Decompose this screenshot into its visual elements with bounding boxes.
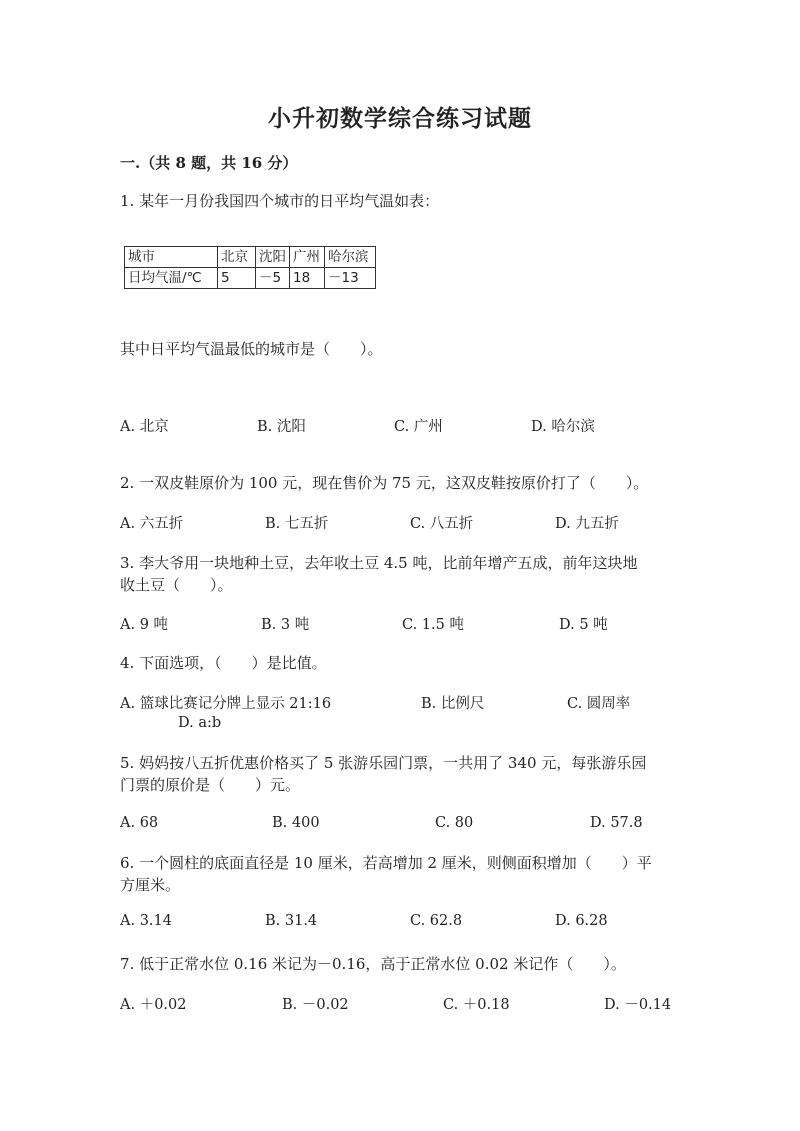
table-cell: 城市	[125, 247, 218, 268]
question-5-line-1: 5. 妈妈按八五折优惠价格买了 5 张游乐园门票，一共用了 340 元，每张游乐园	[120, 754, 647, 772]
q1-option-c: C. 广州	[394, 419, 443, 435]
question-3-line-1: 3. 李大爷用一块地种土豆，去年收土豆 4.5 吨，比前年增产五成，前年这块地	[120, 554, 638, 572]
question-1-text: 1. 某年一月份我国四个城市的日平均气温如表：	[120, 192, 440, 210]
q2-option-d: D. 九五折	[555, 516, 619, 532]
question-6-line-2: 方厘米。	[120, 876, 181, 894]
table-cell: 北京	[218, 247, 256, 268]
q2-option-a: A. 六五折	[120, 516, 184, 532]
q5-option-a: A. 68	[120, 815, 159, 831]
table-cell: 广州	[290, 247, 325, 268]
temperature-table	[124, 246, 376, 289]
table-row	[125, 268, 376, 289]
table-cell: 5	[218, 268, 256, 289]
q4-option-c: C. 圆周率	[567, 696, 631, 712]
q2-option-b: B. 七五折	[265, 516, 329, 532]
page-title: 小升初数学综合练习试题	[268, 105, 532, 132]
table-header-row	[125, 247, 376, 268]
table-cell: 沈阳	[256, 247, 290, 268]
question-1-prompt: 其中日平均气温最低的城市是（ ）。	[120, 340, 383, 358]
q5-option-b: B. 400	[272, 815, 320, 831]
q4-option-d: D. a:b	[178, 715, 222, 731]
q6-option-d: D. 6.28	[555, 913, 608, 929]
q6-option-b: B. 31.4	[265, 913, 318, 929]
table-cell: －5	[256, 268, 290, 289]
q4-option-b: B. 比例尺	[421, 696, 485, 712]
q2-option-c: C. 八五折	[410, 516, 474, 532]
question-7-text: 7. 低于正常水位 0.16 米记为－0.16，高于正常水位 0.02 米记作（ ）。	[120, 955, 626, 973]
q3-option-a: A. 9 吨	[120, 617, 169, 633]
q1-option-b: B. 沈阳	[257, 419, 306, 435]
q5-option-d: D. 57.8	[590, 815, 643, 831]
q7-option-d: D. －0.14	[604, 997, 672, 1013]
q1-option-a: A. 北京	[120, 419, 169, 435]
q7-option-b: B. －0.02	[282, 997, 349, 1013]
q4-option-a: A. 篮球比赛记分牌上显示 21:16	[120, 696, 332, 712]
q6-option-a: A. 3.14	[120, 913, 172, 929]
q3-option-b: B. 3 吨	[261, 617, 310, 633]
table-cell: 哈尔滨	[325, 247, 376, 268]
table-cell: 日均气温/℃	[125, 268, 218, 289]
q7-option-c: C. ＋0.18	[443, 997, 510, 1013]
q6-option-c: C. 62.8	[410, 913, 463, 929]
question-3-line-2: 收土豆（ ）。	[120, 576, 233, 594]
q3-option-c: C. 1.5 吨	[402, 617, 464, 633]
question-2-text: 2. 一双皮鞋原价为 100 元，现在售价为 75 元，这双皮鞋按原价打了（ ）。	[120, 474, 649, 492]
table-cell: －13	[325, 268, 376, 289]
q3-option-d: D. 5 吨	[559, 617, 608, 633]
question-5-line-2: 门票的原价是（ ）元。	[120, 776, 301, 794]
question-6-line-1: 6. 一个圆柱的底面直径是 10 厘米，若高增加 2 厘米，则侧面积增加（ ）平	[120, 854, 652, 872]
q7-option-a: A. ＋0.02	[120, 997, 187, 1013]
table-cell: 18	[290, 268, 325, 289]
section-heading: 一.（共 8 题，共 16 分）	[120, 154, 298, 172]
q1-option-d: D. 哈尔滨	[531, 419, 595, 435]
question-4-text: 4. 下面选项，（ ）是比值。	[120, 654, 327, 672]
q5-option-c: C. 80	[435, 815, 474, 831]
